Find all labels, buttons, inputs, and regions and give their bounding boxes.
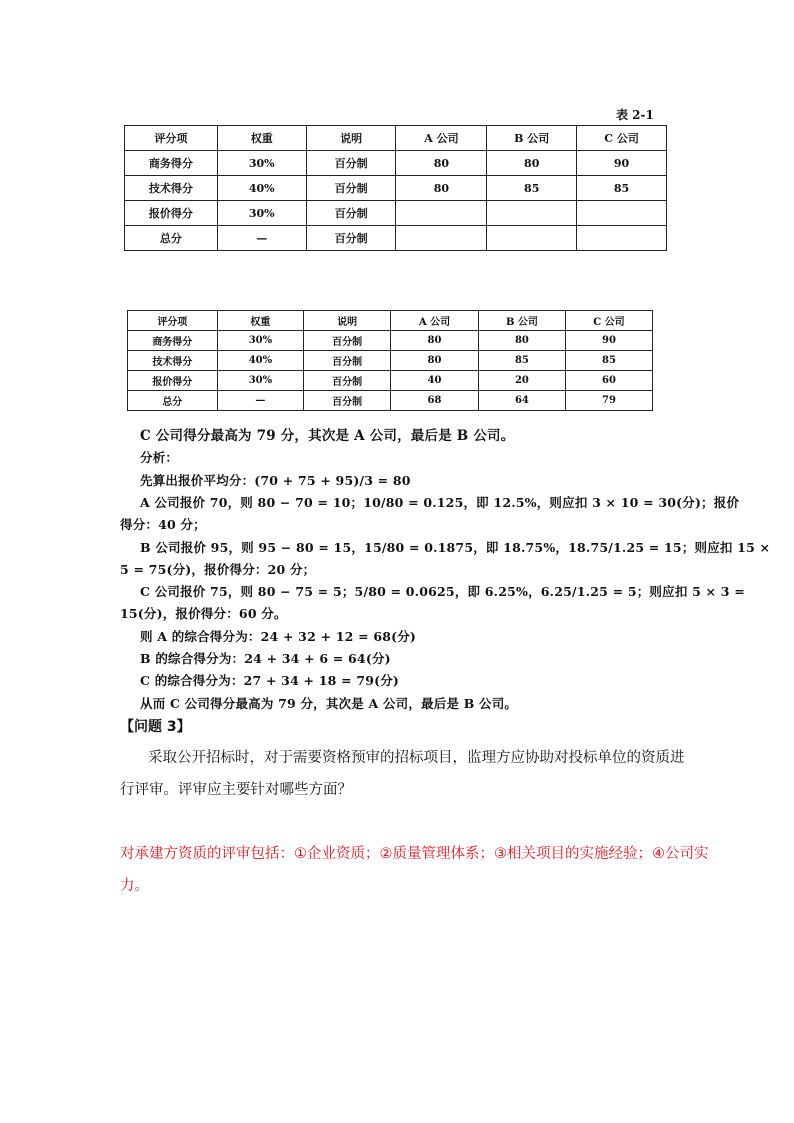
table-row [125, 201, 667, 226]
table-cell: 79 [565, 391, 652, 411]
table-cell: 报价得分 [128, 371, 218, 391]
analysis-line: C 公司报价 75，则 80 − 75 = 5；5/80 = 0.0625，即 6.25%，6.25/1.25 = 5；则应扣 5 × 3 = [140, 584, 745, 600]
analysis-line: 5 = 75(分)，报价得分：20 分； [120, 561, 316, 577]
table-cell: 商务得分 [128, 331, 218, 351]
table-cell: 百分制 [306, 226, 396, 251]
table-cell: 90 [577, 151, 667, 176]
table-cell: — [217, 391, 304, 411]
table-cell: 80 [396, 151, 487, 176]
table-header-row [125, 126, 667, 151]
table-cell: 64 [478, 391, 565, 411]
table-cell: 80 [478, 331, 565, 351]
table-cell: 20 [478, 371, 565, 391]
question-heading: 【问题 3】 [120, 719, 191, 735]
table-cell: 百分制 [304, 331, 391, 351]
table-cell: 商务得分 [125, 151, 218, 176]
analysis-line: 先算出报价平均分：(70 + 75 + 95)/3 = 80 [140, 472, 411, 488]
table-cell: 百分制 [306, 201, 396, 226]
analysis-line: B 公司报价 95，则 95 − 80 = 15，15/80 = 0.1875，即 18.75%，18.75/1.25 = 15；则应扣 15 × [140, 539, 771, 555]
table-cell: C 公司 [577, 126, 667, 151]
table-cell [577, 201, 667, 226]
table-cell: 说明 [304, 311, 391, 331]
table-cell [487, 201, 577, 226]
table-header-row [128, 311, 653, 331]
table-cell [396, 201, 487, 226]
table-cell: 90 [565, 331, 652, 351]
table-cell: C 公司 [565, 311, 652, 331]
table-cell: 总分 [128, 391, 218, 411]
table-cell [487, 226, 577, 251]
question-line: 行评审。评审应主要针对哪些方面？ [120, 782, 352, 798]
table-cell [577, 226, 667, 251]
table-cell: 百分制 [304, 391, 391, 411]
table-cell: 80 [390, 351, 478, 371]
table-cell: 30% [217, 371, 304, 391]
table-cell: 40 [390, 371, 478, 391]
table-cell: 30% [217, 201, 306, 226]
table-row [125, 176, 667, 201]
table-cell: — [217, 226, 306, 251]
table-cell: 60 [565, 371, 652, 391]
analysis-line: C 的综合得分为：27 + 34 + 18 = 79(分) [140, 673, 400, 689]
table-cell: B 公司 [487, 126, 577, 151]
analysis-line: C 公司得分最高为 79 分，其次是 A 公司，最后是 B 公司。 [140, 428, 515, 444]
table-cell: 30% [217, 151, 306, 176]
analysis-line: A 公司报价 70，则 80 − 70 = 10；10/80 = 0.125，即 12.5%，则应扣 3 × 10 = 30(分)；报价 [140, 494, 740, 510]
table-cell: 80 [396, 176, 487, 201]
table-cell [396, 226, 487, 251]
table-cell: 权重 [217, 311, 304, 331]
table-cell: 30% [217, 331, 304, 351]
table-cell: 说明 [306, 126, 396, 151]
table-cell: 报价得分 [125, 201, 218, 226]
table-cell: A 公司 [390, 311, 478, 331]
analysis-line: B 的综合得分为：24 + 34 + 6 = 64(分) [140, 651, 391, 666]
table-cell: B 公司 [478, 311, 565, 331]
analysis-line: 则 A 的综合得分为：24 + 32 + 12 = 68(分) [140, 628, 417, 644]
table-row [128, 331, 653, 351]
table-cell: 85 [577, 176, 667, 201]
question-line: 采取公开招标时，对于需要资格预审的招标项目，监理方应协助对投标单位的资质进 [148, 750, 685, 766]
table-cell: 百分制 [304, 351, 391, 371]
table-cell: 40% [217, 176, 306, 201]
table-cell: 评分项 [128, 311, 218, 331]
table-cell: A 公司 [396, 126, 487, 151]
table-row [128, 351, 653, 371]
table-cell: 85 [565, 351, 652, 371]
table-cell: 百分制 [304, 371, 391, 391]
table-cell: 85 [478, 351, 565, 371]
table-caption: 表 2-1 [616, 108, 654, 122]
table-cell: 85 [487, 176, 577, 201]
table-cell: 68 [390, 391, 478, 411]
table-cell: 技术得分 [125, 176, 218, 201]
table-cell: 百分制 [306, 176, 396, 201]
table-cell: 40% [217, 351, 304, 371]
score-table-filled [127, 310, 653, 411]
table-row [125, 151, 667, 176]
table-cell: 80 [487, 151, 577, 176]
analysis-line: 分析： [140, 450, 179, 466]
answer-line: 对承建方资质的评审包括：①企业资质；②质量管理体系；③相关项目的实施经验；④公司实 [120, 846, 709, 862]
answer-line: 力。 [120, 878, 149, 894]
table-cell: 80 [390, 331, 478, 351]
table-row [125, 226, 667, 251]
table-row [128, 391, 653, 411]
table-row [128, 371, 653, 391]
analysis-line: 得分：40 分； [120, 517, 206, 533]
analysis-line: 从而 C 公司得分最高为 79 分，其次是 A 公司，最后是 B 公司。 [140, 695, 518, 711]
table-cell: 评分项 [125, 126, 218, 151]
table-cell: 权重 [217, 126, 306, 151]
table-cell: 总分 [125, 226, 218, 251]
analysis-line: 15(分)，报价得分：60 分。 [120, 606, 287, 622]
table-cell: 技术得分 [128, 351, 218, 371]
table-cell: 百分制 [306, 151, 396, 176]
score-table-blank [124, 125, 667, 251]
